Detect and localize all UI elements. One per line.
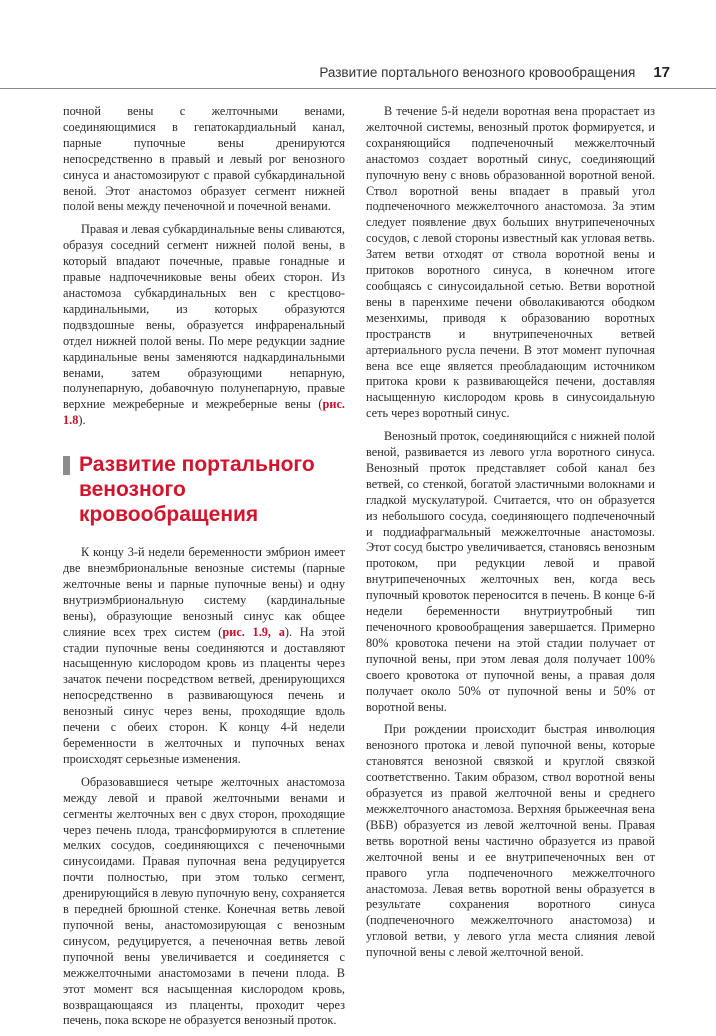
right-column xyxy=(366,104,655,968)
paragraph: В течение 5-й недели воротная вена прорастает из желточной системы, венозный проток формируется, и сохраняющийся подпеченочный межжелточный анастомоз создает воротный синус, соединяющий пупочную вену с вновь образованной воротной веной. Ствол воротной вены впадает в правый угол подпеченочного межжелточного анастомоза. За этим следует появление двух больших внутрипеченочных сосудов, с левой стороны известный как угловая ветвь. Затем ветви отходят от ствола воротной вены и притоков воротного синуса, в конечном итоге сообщаясь с синусоидальной сетью. Ветви воротной вены в паренхиме печени обволакиваются ободком мезенхимы, приводя к образованию воротных пространств и внутрипеченочных ветвей артериального русла печени. В этот момент пупочная вена все еще является преобладающим источником притока крови к развивающейся печени, доставляя насыщенную кислородом кровь в синусоидальную сеть через воротный синус. xyxy=(366,104,655,421)
paragraph: При рождении происходит быстрая инволюция венозного протока и левой пупочной вены, которые становятся венозной связкой и круглой связкой соответственно. Таким образом, ствол воротной вены образуется из правой желточной вены и среднего межжелточного анастомоза. Верхняя брыжеечная вена (ВБВ) образуется из левой желточной вены. Правая ветвь воротной вены частично образуется из правой желточной вены и ее внутрипеченочных вен от правого угла подпеченочного межжелточного анастомоза. Левая ветвь воротной вены образуется в результате сохранения воротного синуса (подпеченочного межжелточного анастомоза) и угловой ветви, у левого угла места слияния левой пупочной вены с левой желточной веной. xyxy=(366,722,655,960)
section-heading xyxy=(63,452,345,527)
running-header-title: Развитие портального венозного кровообращения xyxy=(319,65,636,80)
heading-marker-bar xyxy=(63,456,70,475)
header-divider xyxy=(0,88,716,89)
section-heading-line: венозного кровообращения xyxy=(79,478,259,527)
running-header xyxy=(319,64,670,81)
paragraph-text: ). xyxy=(78,413,86,428)
left-column xyxy=(63,104,345,1036)
paragraph-text: К концу 3-й недели беременности эмбрион имеет две внеэмбриональные венозные системы (парные желточные вены и парные пупочные вены) и одну внутриэмбриональную систему (кардинальные вены), образующие венозный синус как общее слияние всех трех систем ( xyxy=(63,545,345,639)
paragraph: Венозный проток, соединяющийся с нижней полой веной, развивается из левого угла воротного синуса. Венозный проток представляет собой канал без ветвей, со стенкой, богатой эластичными волокнами и гладкой мускулатурой. Считается, что он образуется из небольшого сосуда, соединяющего подпеченочный и поддиафрагмальный межжелточные анастомозы. Этот сосуд быстро увеличивается, становясь венозным протоком, при редукции левой и правой внутрипеченочных желточных вен, когда весь пупочный кровоток переносится в печень. В конце 6-й недели беременности внутриутробный тип печеночного кровообращения завершается. Примерно 80% кровотока печени на этой стадии получает от пупочной вены, при этом левая доля получает 100% своего кровотока от пупочной вены, а правая доля получает около 50% от пупочной вены и 50% от воротной вены. xyxy=(366,429,655,714)
paragraph: Образовавшиеся четыре желточных анастомоза между левой и правой желточными венами и сегменты желточных вен с двух сторон, проходящие через печень плода, трансформируются в сплетение мелких сосудов, соединяющихся с печеночными синусоидами. Правая пупочная вена редуцируется почти полностью, при этом только сегмент, дренирующийся в левую пупочную вену, сохраняется в передней брюшной стенке. Конечная ветвь левой пупочной вены, анастомозирующая с венозным синусом, редуцируется, а печеночная ветвь левой пупочной вены увеличивается и соединяется с межжелточными анастомозами в печени плода. В этот момент вся насыщенная кислородом кровь, возвращающаяся из плаценты, проходит через печень, пока вскоре не образуется венозный проток. xyxy=(63,774,345,1028)
paragraph: почной вены с желточными венами, соединяющимися в гепатокардиальный канал, парные пупочные вены дренируются непосредственно в правый и левый рог венозного синуса и анастомозируют с правой субкардинальной веной. Этот анастомоз образует сегмент нижней полой вены между печеночной и почечной венами. xyxy=(63,104,345,214)
paragraph-text: ). На этой стадии пупочные вены соединяются и доставляют насыщенную кислородом кровь из плаценты через зачаток печени посредством ветвей, дренирующихся непосредственно в развивающуюся печень и венозный синус через вены, проходящие вдоль печени с обеих сторон. К концу 4-й недели беременности в желточных и пупочных венах происходят серьезные изменения. xyxy=(63,624,345,766)
page-number: 17 xyxy=(653,64,670,81)
paragraph-text: Правая и левая субкардинальные вены сливаются, образуя соседний сегмент нижней полой вены, в который впадают почечные, правые гонадные и правые надпочечниковые вены обеих сторон. Из анастомоза субкардинальных вен с крестцово-кардинальными, из которых образуются подвздошные вены, образуется инфраренальный отдел нижней полой вены. По мере редукции задние кардинальные вены заменяются надкардинальными венами, затем образующими непарную, полунепарную, добавочную полунепарную, правые верхние межреберные и межреберные вены ( xyxy=(63,222,345,412)
figure-reference-link[interactable]: рис. 1.8 xyxy=(63,397,345,428)
section-heading-line: Развитие портального xyxy=(79,453,315,477)
paragraph xyxy=(63,545,345,768)
paragraph xyxy=(63,222,345,429)
figure-reference-link[interactable]: рис. 1.9, а xyxy=(222,624,285,639)
